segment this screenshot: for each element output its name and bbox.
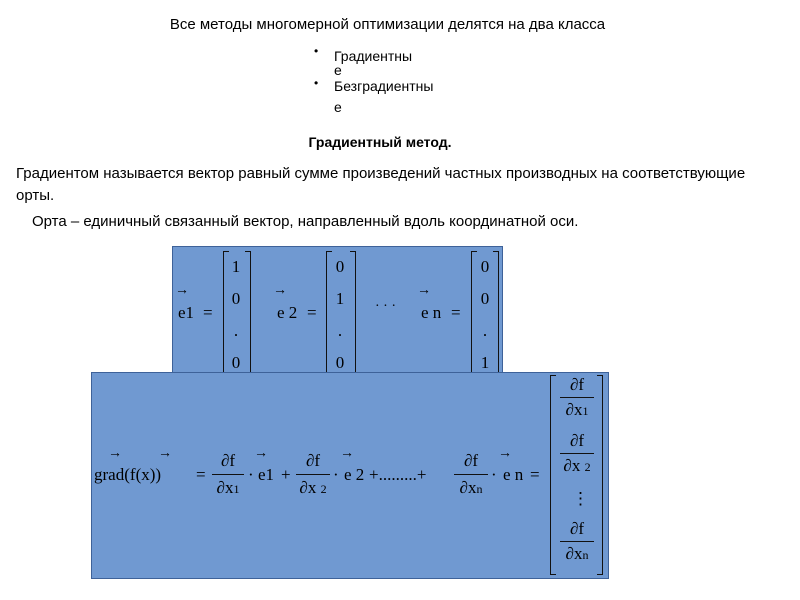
gradient-component-2: ∂f ∂x 2 xyxy=(560,431,594,476)
bracket-left xyxy=(471,251,477,375)
bullet-gradient-line1: Градиентны xyxy=(334,48,413,64)
orth-definition: Орта – единичный связанный вектор, направленный вдоль координатной оси. xyxy=(32,213,579,230)
vector-arrow-icon: → xyxy=(417,283,431,298)
equals-sign: = xyxy=(307,303,317,322)
vector-arrow-icon: → xyxy=(498,446,512,461)
dot-operator: · xyxy=(333,465,339,484)
bullet-gradient xyxy=(334,45,412,67)
bullet-dot-icon: • xyxy=(314,44,319,58)
vector-e2-entries: 0 1 . 0 xyxy=(335,257,345,372)
bullet-gradientless-line2: е xyxy=(334,99,342,115)
vector-arrow-icon: → xyxy=(273,283,287,298)
bracket-right xyxy=(493,251,499,375)
gradient-formula xyxy=(91,372,609,579)
equals-sign: = xyxy=(196,465,206,484)
plus-sign: + xyxy=(281,465,291,484)
dot-operator: · xyxy=(491,465,497,484)
e1-term: e1 xyxy=(258,465,275,484)
e2-label: e 2 xyxy=(277,303,298,322)
equals-sign: = xyxy=(530,465,540,484)
vector-arrow-icon: → xyxy=(108,446,122,461)
equals-sign: = xyxy=(451,303,461,322)
bracket-left xyxy=(326,251,332,375)
vector-arrow-icon: → xyxy=(175,283,189,298)
vector-arrow-icon: → xyxy=(254,446,268,461)
bullet-gradientless-line1: Безградиентны xyxy=(334,78,434,94)
grad-lhs: grad(f(x)) xyxy=(94,465,162,484)
e2-term: e 2 xyxy=(344,465,365,484)
ellipsis: · · · xyxy=(375,299,396,314)
slide-title: Все методы многомерной оптимизации делятся на два класса xyxy=(169,16,606,33)
bracket-left xyxy=(550,375,556,575)
bullet-gradient-line2: е xyxy=(334,62,342,78)
en-label: e n xyxy=(421,303,442,322)
bracket-right xyxy=(245,251,251,375)
gradient-component-1: ∂f ∂x1 xyxy=(560,375,594,420)
bracket-right xyxy=(350,251,356,375)
unit-vectors-formula xyxy=(172,246,503,374)
partial-fraction-n: ∂f ∂xn xyxy=(454,451,488,498)
e1-label: e1 xyxy=(178,303,195,322)
en-term: e n xyxy=(503,465,524,484)
gradient-definition: Градиентом называется вектор равный сумме произведений частных производных на соответствующие орты. xyxy=(16,165,746,204)
vector-e1-entries: 1 0 . 0 xyxy=(231,257,241,372)
dot-operator: · xyxy=(248,465,254,484)
gradient-component-n: ∂f ∂xn xyxy=(560,519,594,564)
partial-fraction-1: ∂f ∂x1 xyxy=(212,451,244,498)
bracket-left xyxy=(223,251,229,375)
bullet-dot-icon: • xyxy=(314,76,319,90)
vector-arrow-icon: → xyxy=(340,446,354,461)
partial-fraction-2: ∂f ∂x 2 xyxy=(296,451,330,498)
equals-sign: = xyxy=(203,303,213,322)
sum-ellipsis: +.........+ xyxy=(369,465,427,484)
vector-arrow-icon: → xyxy=(158,446,172,461)
vertical-dots: ⋮ xyxy=(572,489,589,508)
bracket-right xyxy=(597,375,603,575)
section-heading: Градиентный метод. xyxy=(308,134,452,150)
vector-en-entries: 0 0 . 1 xyxy=(480,257,490,372)
